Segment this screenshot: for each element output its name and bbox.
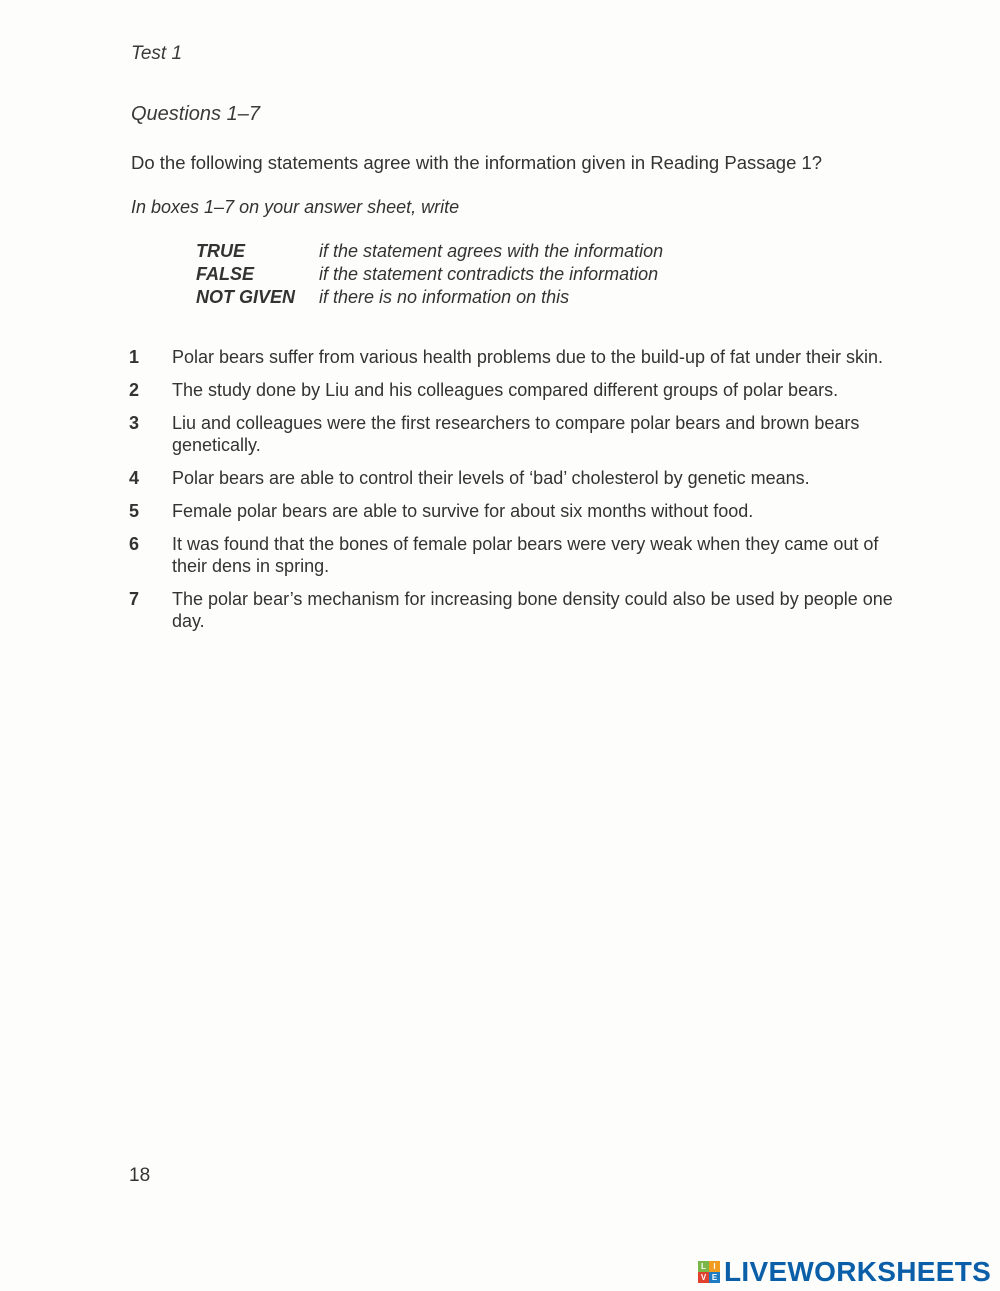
question-number: 1 xyxy=(129,347,140,367)
question-text: Liu and colleagues were the first researchers to compare polar bears and brown bears genetically. xyxy=(172,413,860,455)
question-text: Polar bears are able to control their levels of ‘bad’ cholesterol by genetic means. xyxy=(172,468,810,488)
legend-key: TRUE xyxy=(196,241,245,261)
legend-key: NOT GIVEN xyxy=(196,287,296,307)
liveworksheets-brand[interactable] xyxy=(698,1256,991,1288)
question-number: 6 xyxy=(129,534,140,554)
logo-letter: V xyxy=(698,1272,709,1283)
answer-sheet-instruction: In boxes 1–7 on your answer sheet, write xyxy=(131,197,460,217)
legend-row-true xyxy=(196,241,663,264)
legend-description: if there is no information on this xyxy=(319,287,570,307)
legend-row-false xyxy=(196,264,663,287)
question-number: 5 xyxy=(129,501,140,521)
question-number: 3 xyxy=(129,413,140,433)
brand-name: LIVEWORKSHEETS xyxy=(724,1256,992,1287)
question-text: Polar bears suffer from various health problems due to the build-up of fat under their skin. xyxy=(172,347,884,367)
answer-legend xyxy=(196,241,663,310)
section-title: Questions 1–7 xyxy=(131,103,260,125)
logo-letter: I xyxy=(709,1261,720,1272)
question-text: The polar bear’s mechanism for increasing bone density could also be used by people one day. xyxy=(172,589,893,631)
question-item xyxy=(129,500,909,522)
logo-letter: E xyxy=(709,1272,720,1283)
legend-key: FALSE xyxy=(196,264,255,284)
question-item xyxy=(129,379,909,401)
legend-description: if the statement contradicts the information xyxy=(319,264,659,284)
question-item xyxy=(129,533,909,577)
question-item xyxy=(129,467,909,489)
question-item xyxy=(129,588,909,632)
question-text: It was found that the bones of female polar bears were very weak when they came out of their dens in spring. xyxy=(172,534,879,576)
test-label: Test 1 xyxy=(131,43,183,64)
liveworksheets-logo-icon xyxy=(698,1261,720,1283)
question-number: 2 xyxy=(129,380,140,400)
legend-description: if the statement agrees with the information xyxy=(319,241,664,261)
question-text: Female polar bears are able to survive for about six months without food. xyxy=(172,501,754,521)
question-item xyxy=(129,412,909,456)
question-text: The study done by Liu and his colleagues compared different groups of polar bears. xyxy=(172,380,839,400)
question-list xyxy=(129,346,909,643)
question-number: 7 xyxy=(129,589,140,609)
logo-letter: L xyxy=(698,1261,709,1272)
legend-row-not-given xyxy=(196,287,663,310)
question-item xyxy=(129,346,909,368)
instruction-text: Do the following statements agree with the information given in Reading Passage 1? xyxy=(131,152,823,173)
page-number: 18 xyxy=(129,1165,151,1186)
question-number: 4 xyxy=(129,468,140,488)
